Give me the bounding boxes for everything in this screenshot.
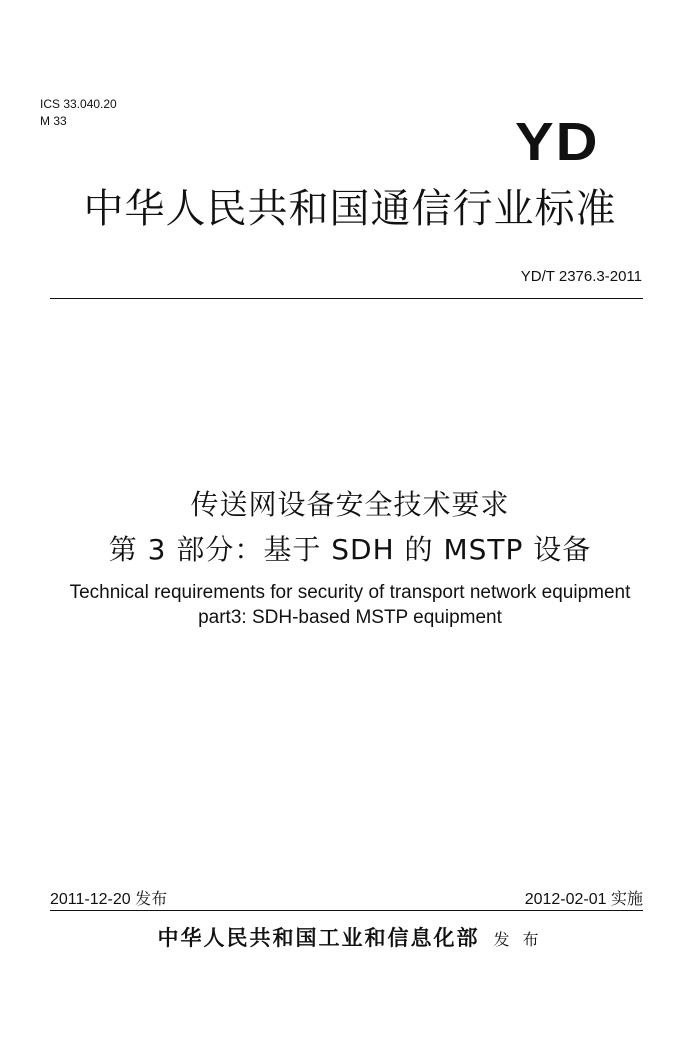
issue-date: 2011-12-20 发布 (50, 891, 168, 908)
footer-divider (50, 910, 643, 911)
title-en-line1: Technical requirements for security of transport network equipment (69, 582, 631, 603)
issuer-suffix: 发 布 (493, 930, 543, 949)
yd-logo: YD (515, 112, 600, 173)
ics-code-block (40, 96, 117, 130)
title-zh-line1: 传送网设备安全技术要求 (190, 488, 510, 521)
classification-code: M 33 (40, 114, 67, 128)
title-en-line2: part3: SDH-based MSTP equipment (198, 607, 502, 628)
standard-number: YD/T 2376.3-2011 (520, 268, 642, 285)
implement-date: 2012-02-01 实施 (524, 891, 643, 908)
header-divider (50, 298, 643, 299)
ics-code: ICS 33.040.20 (40, 97, 117, 111)
title-zh-line2: 第 3 部分：基于 SDH 的 MSTP 设备 (108, 533, 592, 566)
issuer-line (0, 922, 700, 952)
organization-title: 中华人民共和国通信行业标准 (83, 186, 617, 232)
issuer-name: 中华人民共和国工业和信息化部 (157, 925, 480, 950)
